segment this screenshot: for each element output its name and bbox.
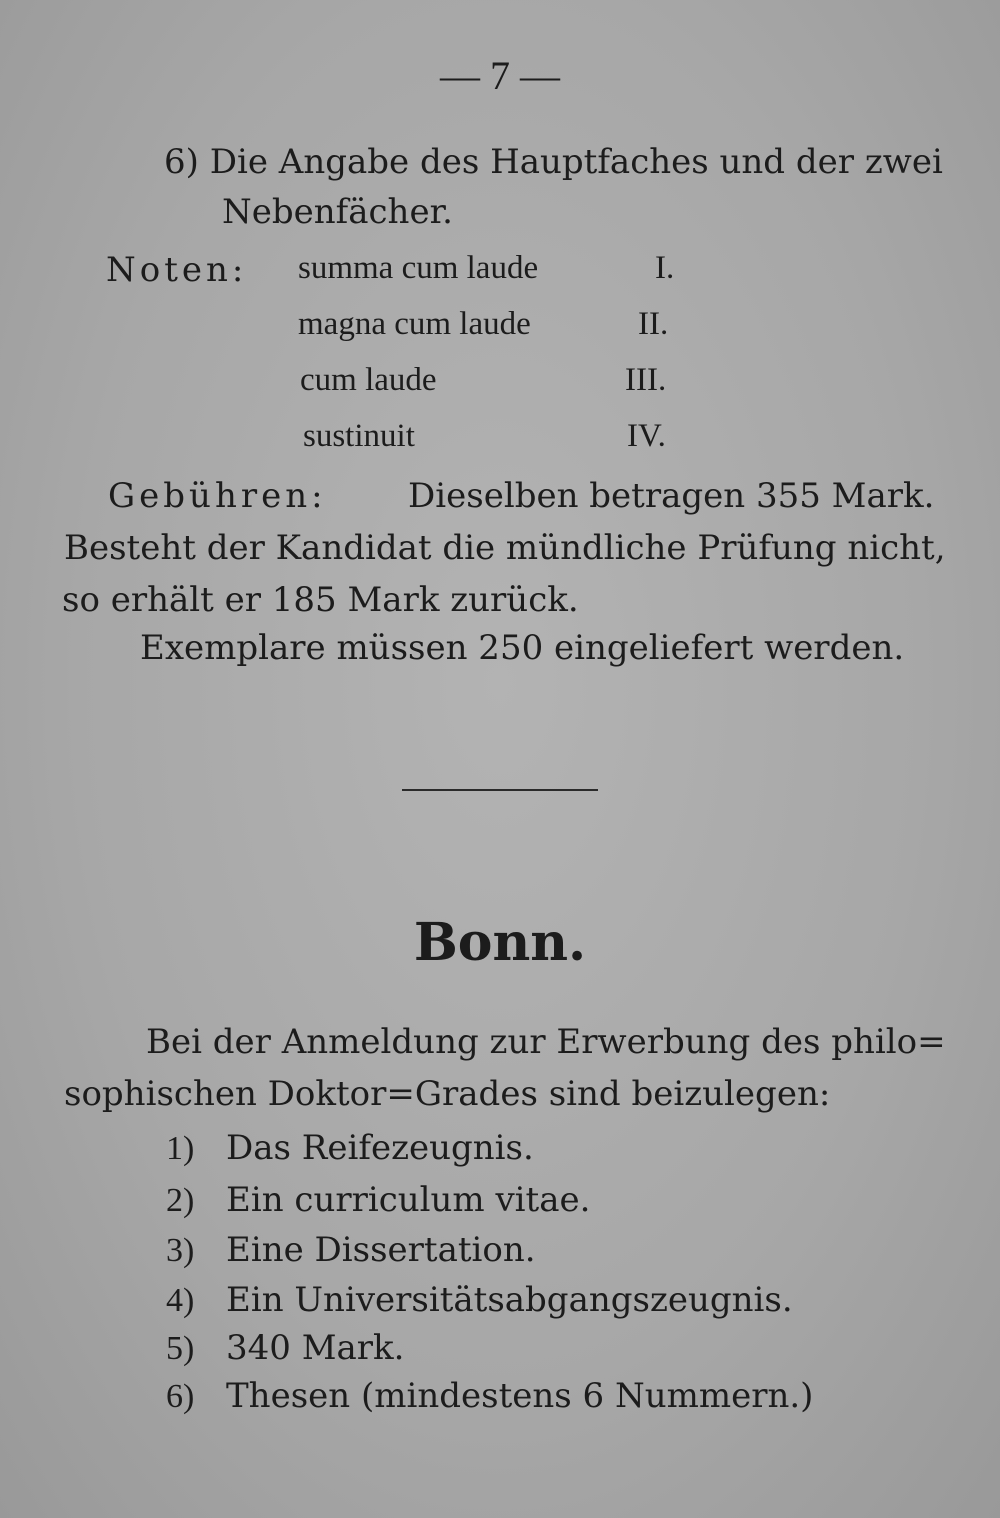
list-item-number: 3) (166, 1232, 195, 1269)
list-item-text: Eine Dissertation. (226, 1230, 536, 1270)
grade-roman-4: IV. (627, 418, 666, 454)
list-item (166, 1328, 404, 1368)
list-item (166, 1128, 534, 1168)
noten-label: Noten: (106, 250, 248, 290)
list-item (166, 1376, 813, 1416)
page-number: — 7 — (440, 53, 560, 98)
grade-roman-2: II. (638, 306, 669, 342)
list-item (166, 1230, 536, 1270)
grade-roman-1: I. (655, 250, 675, 286)
list-item-text: Das Reifezeugnis. (226, 1128, 534, 1168)
bonn-intro-line2: sophischen Doktor=Grades sind beizulegen: (64, 1074, 831, 1114)
grade-roman-3: III. (625, 362, 667, 398)
list-item-number: 5) (166, 1330, 195, 1367)
list-item (166, 1280, 793, 1320)
erhalt-line: so erhält er 185 Mark zurück. (62, 580, 579, 620)
list-item-text: Ein curriculum vitae. (226, 1180, 591, 1220)
item6-line1: 6) Die Angabe des Hauptfaches und der zwei (164, 142, 943, 182)
exemplare-line: Exemplare müssen 250 eingeliefert werden. (140, 628, 905, 668)
list-item-number: 1) (166, 1130, 195, 1167)
list-item-text: Thesen (mindestens 6 Nummern.) (226, 1376, 814, 1416)
list-item-number: 4) (166, 1282, 195, 1319)
list-item-text: 340 Mark. (226, 1328, 405, 1368)
item6-line2: Nebenfächer. (222, 192, 453, 232)
gebuhren-label: Gebühren: (108, 476, 327, 516)
list-item-number: 2) (166, 1182, 195, 1219)
gebuhren-text: Dieselben betragen 355 Mark. (408, 476, 935, 516)
grade-latin-2: magna cum laude (298, 306, 531, 342)
grade-latin-1: summa cum laude (298, 250, 539, 286)
section-title-bonn: Bonn. (413, 912, 587, 973)
section-divider (402, 789, 598, 791)
grade-latin-3: cum laude (300, 362, 437, 398)
list-item-number: 6) (166, 1378, 195, 1415)
grade-latin-4: sustinuit (303, 418, 415, 454)
list-item-text: Ein Universitätsabgangszeugnis. (226, 1280, 793, 1320)
bonn-intro-line1: Bei der Anmeldung zur Erwerbung des philo= (146, 1022, 946, 1062)
list-item (166, 1180, 590, 1220)
besteht-line: Besteht der Kandidat die mündliche Prüfung nicht, (64, 528, 946, 568)
